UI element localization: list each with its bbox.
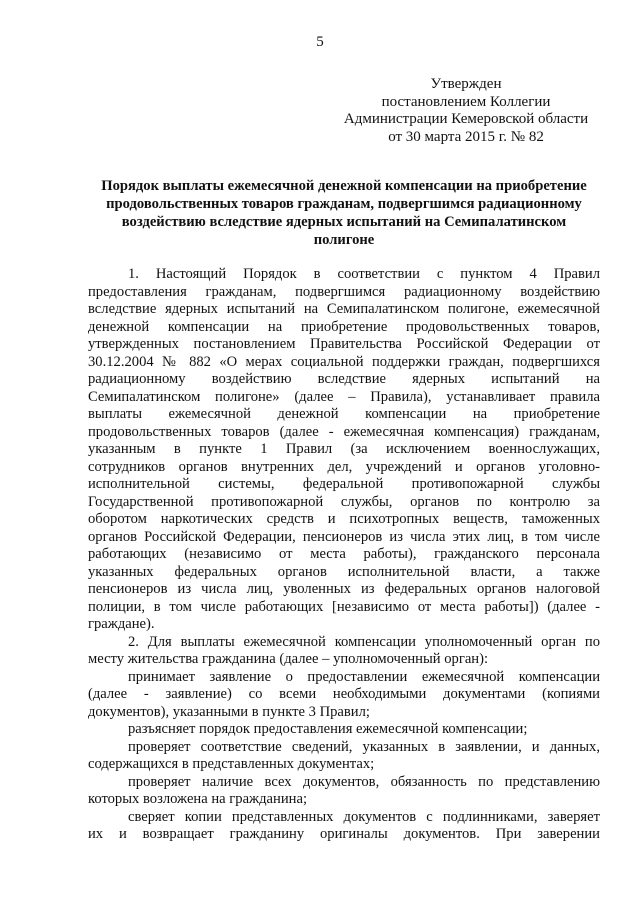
paragraph-1-line: радиационному воздействию вследствие ядерных испытаний на xyxy=(88,371,600,387)
title-line: Порядок выплаты ежемесячной денежной компенсации на приобретение xyxy=(101,178,587,194)
paragraph-1-line: 1. Настоящий Порядок в соответствии с пунктом 4 Правил xyxy=(128,266,600,282)
approval-line: постановлением Коллегии xyxy=(381,93,551,110)
paragraph-1-line: указанных федеральных органов исполнительной власти, а также xyxy=(88,563,600,580)
paragraph-1-line: полиции, в том числе работающих [независимо от места работы]) (далее - xyxy=(88,598,600,615)
paragraph-1-line: оборотом наркотических средств и психотропных веществ, таможенных xyxy=(88,511,600,527)
paragraph-1-line: утвержденных постановлением Правительства Российской Федерации от xyxy=(88,336,600,352)
paragraph-1-line: Государственной противопожарной службы, органов по контролю за xyxy=(88,493,600,510)
paragraph-2-line: месту жительства гражданина (далее – уполномоченный орган): xyxy=(88,651,489,667)
approval-stamp xyxy=(340,76,592,146)
paragraph-1-line: исполнительной системы, федеральной противопожарной службы xyxy=(88,476,600,492)
paragraph-1-line: пенсионеров из числа лиц, уволенных из федеральных органов налоговой xyxy=(88,581,600,597)
paragraph-2-line: 2. Для выплаты ежемесячной компенсации уполномоченный орган по xyxy=(128,633,600,650)
paragraph-1-line: сотрудников органов внутренних дел, учреждений и органов уголовно- xyxy=(88,458,600,475)
paragraph-4-line: разъясняет порядок предоставления ежемесячной компенсации; xyxy=(128,721,528,737)
paragraph-3-line: принимает заявление о предоставлении ежемесячной компенсации xyxy=(128,668,600,685)
paragraph-1-line: граждане). xyxy=(88,616,155,632)
paragraph-1-line: вследствие ядерных испытаний на Семипалатинском полигоне, ежемесячной xyxy=(88,301,600,317)
paragraph-1-line: денежной компенсации на приобретение продовольственных товаров, xyxy=(88,318,600,335)
paragraph-1-line: работающих (независимо от места работы), гражданского персонала xyxy=(88,546,600,562)
paragraph-5-line: проверяет соответствие сведений, указанных в заявлении, и данных, xyxy=(128,738,600,755)
title-line: воздействию вследствие ядерных испытаний на Семипалатинском xyxy=(121,214,567,230)
approval-line: от 30 марта 2015 г. № 82 xyxy=(388,128,544,145)
paragraph-7-line: сверяет копии представленных документов с подлинниками, заверяет xyxy=(128,808,600,825)
paragraph-1-line: органов Российской Федерации, пенсионеров из числа этих лиц, в том числе xyxy=(88,528,600,545)
paragraph-6-line: проверяет наличие всех документов, обязанность по представлению xyxy=(128,773,600,790)
approval-line: Администрации Кемеровской области xyxy=(343,111,589,127)
paragraph-1-line: 30.12.2004 № 882 «О мерах социальной поддержки граждан, подвергшихся xyxy=(88,353,600,370)
paragraph-1-line: предоставления гражданам, подвергшимся радиационному воздействию xyxy=(88,283,600,300)
paragraph-7-line: их и возвращает гражданину оригиналы документов. При заверении xyxy=(88,826,600,842)
title-line: продовольственных товаров гражданам, подвергшимся радиационному xyxy=(106,196,582,212)
paragraph-5-line: содержащихся в представленных документах; xyxy=(88,756,375,772)
paragraph-1-line: указанным в пункте 1 Правил (за исключением военнослужащих, xyxy=(88,441,600,457)
page-number: 5 xyxy=(316,34,324,50)
approval-line: Утвержден xyxy=(430,76,502,92)
paragraph-1-line: Семипалатинском полигоне» (далее – Правила), устанавливает правила xyxy=(88,388,600,405)
title-line: полигоне xyxy=(313,232,375,248)
paragraph-3-line: (далее - заявление) со всеми необходимыми документами (копиями xyxy=(88,686,600,702)
paragraph-6-line: которых возложена на гражданина; xyxy=(88,791,307,807)
paragraph-1-line: выплаты ежемесячной денежной компенсации на приобретение xyxy=(88,406,600,422)
document-body xyxy=(88,266,600,844)
document-title xyxy=(88,177,600,249)
paragraph-3-line: документов), указанными в пункте 3 Правил; xyxy=(88,703,370,720)
paragraph-1-line: продовольственных товаров (далее - ежемесячная компенсация) гражданам, xyxy=(88,423,600,440)
